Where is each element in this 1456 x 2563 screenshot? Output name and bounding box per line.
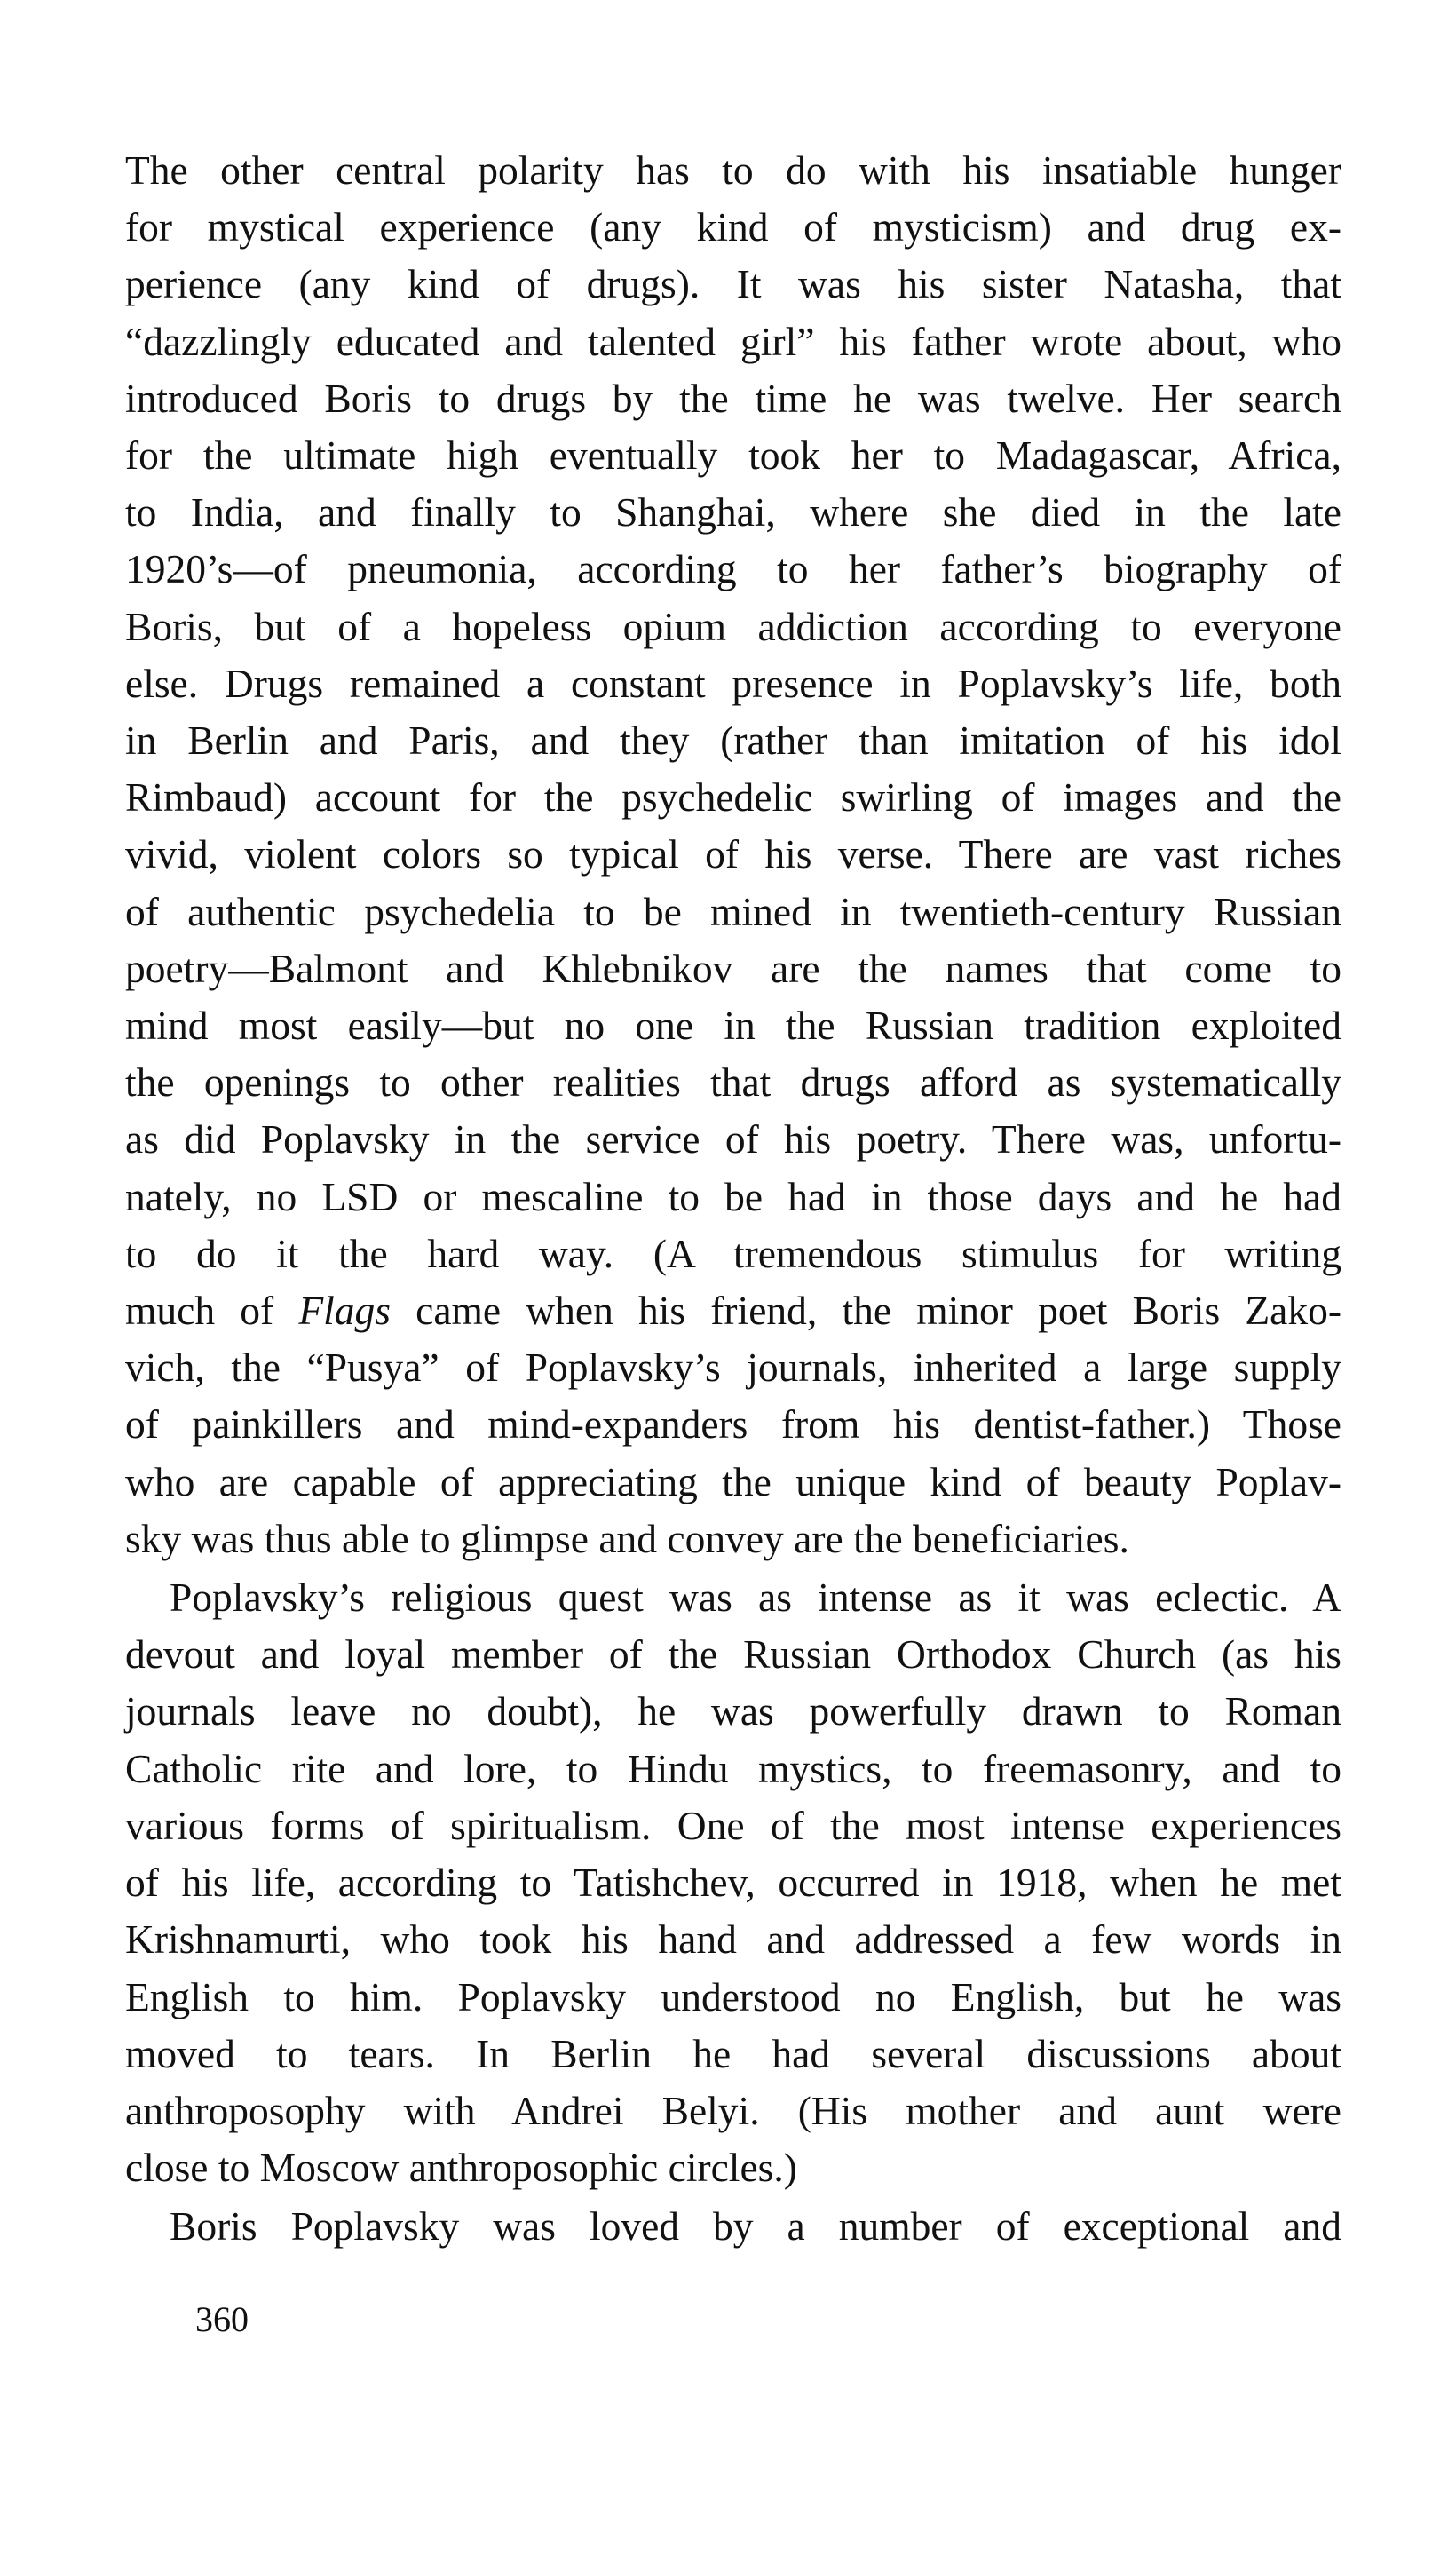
text-line: the openings to other realities that drugs afford as systematically	[125, 1059, 1341, 1106]
text-line: of authentic psychedelia to be mined in twentieth-century Russian	[125, 888, 1341, 934]
page-number: 360	[195, 2299, 249, 2339]
text-line: Rimbaud) account for the psychedelic swirling of images and the	[125, 774, 1341, 821]
text-line: Krishnamurti, who took his hand and addressed a few words in	[125, 1916, 1341, 1963]
text-segment: much of	[125, 1288, 299, 1334]
text-line: vivid, violent colors so typical of his verse. There are vast riches	[125, 831, 1341, 877]
text-line: nately, no LSD or mescaline to be had in those days and he had	[125, 1173, 1341, 1219]
text-line: of his life, according to Tatishchev, occurred in 1918, when he met	[125, 1860, 1341, 1906]
text-line: vich, the “Pusya” of Poplavsky’s journals, inherited a large supply	[125, 1345, 1341, 1391]
text-line: Boris, but of a hopeless opium addiction according to everyone	[125, 603, 1341, 649]
text-line: anthroposophy with Andrei Belyi. (His mother and aunt were	[125, 2087, 1341, 2133]
text-line: perience (any kind of drugs). It was his sister Natasha, that	[125, 261, 1341, 307]
text-line: moved to tears. In Berlin he had several discussions about	[125, 2030, 1341, 2076]
paragraph-2	[125, 1569, 1341, 2196]
text-line: in Berlin and Paris, and they (rather than imitation of his idol	[125, 718, 1341, 764]
text-line: various forms of spiritualism. One of the most intense experiences	[125, 1802, 1341, 1848]
text-line-with-italic	[125, 1282, 1341, 1339]
text-line: journals leave no doubt), he was powerfully drawn to Roman	[125, 1688, 1341, 1734]
text-segment: came when his friend, the minor poet Boris Zako-	[390, 1288, 1341, 1334]
text-line: of painkillers and mind-expanders from his dentist-father.) Those	[125, 1401, 1341, 1448]
text-line: mind most easily—but no one in the Russian tradition exploited	[125, 1003, 1341, 1049]
text-line: who are capable of appreciating the unique kind of beauty Poplav-	[125, 1458, 1341, 1504]
paragraph-1	[125, 142, 1341, 1567]
text-line: to do it the hard way. (A tremendous stimulus for writing	[125, 1230, 1341, 1276]
text-line: to India, and finally to Shanghai, where she died in the late	[125, 489, 1341, 536]
book-title-flags: Flags	[298, 1288, 391, 1334]
text-line: as did Poplavsky in the service of his poetry. There was, unfortu-	[125, 1116, 1341, 1162]
text-line: else. Drugs remained a constant presence in Poplavsky’s life, both	[125, 660, 1341, 706]
text-line: sky was thus able to glimpse and convey are the beneficiaries.	[125, 1515, 1129, 1561]
text-line: Catholic rite and lore, to Hindu mystics, to freemasonry, and to	[125, 1745, 1341, 1791]
text-line: Poplavsky’s religious quest was as intense as it was eclectic. A	[170, 1575, 1341, 1621]
text-line: poetry—Balmont and Khlebnikov are the names that come to	[125, 945, 1341, 991]
text-line: introduced Boris to drugs by the time he was twelve. Her search	[125, 375, 1341, 421]
text-line: devout and loyal member of the Russian Orthodox Church (as his	[125, 1631, 1341, 1678]
text-line: for the ultimate high eventually took her to Madagascar, Africa,	[125, 432, 1341, 479]
text-line: close to Moscow anthroposophic circles.)	[125, 2145, 797, 2191]
text-line: Boris Poplavsky was loved by a number of exceptional and	[170, 2203, 1341, 2250]
text-line: English to him. Poplavsky understood no English, but he was	[125, 1973, 1341, 2019]
text-line: for mystical experience (any kind of mysticism) and drug ex-	[125, 204, 1341, 250]
text-line: 1920’s—of pneumonia, according to her father’s biography of	[125, 546, 1341, 592]
text-line: The other central polarity has to do with his insatiable hunger	[125, 147, 1341, 193]
page-body	[125, 142, 1341, 2256]
paragraph-3	[125, 2198, 1341, 2255]
text-line: “dazzlingly educated and talented girl” his father wrote about, who	[125, 318, 1341, 364]
